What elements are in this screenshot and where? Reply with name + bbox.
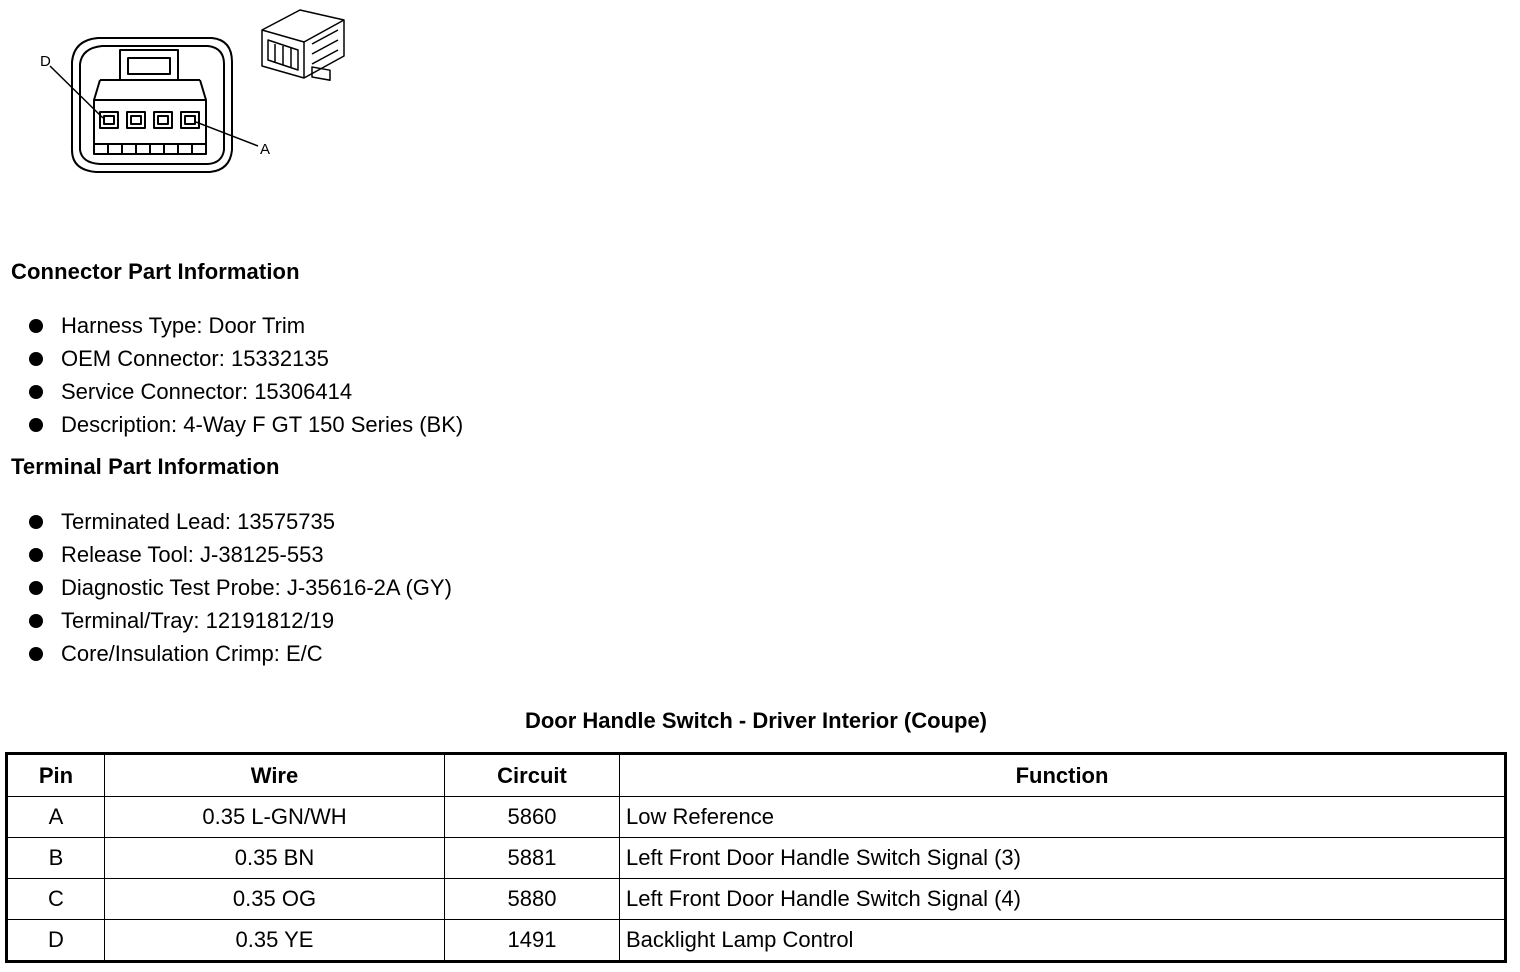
bullet-icon [29, 418, 43, 432]
list-item: OEM Connector: 15332135 [0, 342, 463, 375]
list-item: Release Tool: J-38125-553 [0, 538, 452, 571]
table-row [7, 920, 1506, 962]
cell-function: Left Front Door Handle Switch Signal (4) [620, 879, 1506, 920]
cell-circuit: 5881 [445, 838, 620, 879]
bullet-icon [29, 647, 43, 661]
cell-pin: C [7, 879, 105, 920]
list-item: Harness Type: Door Trim [0, 309, 463, 342]
cell-pin: B [7, 838, 105, 879]
header-wire: Wire [105, 754, 445, 797]
list-item: Terminated Lead: 13575735 [0, 505, 452, 538]
connector-part-info-list [0, 309, 463, 441]
list-item: Description: 4-Way F GT 150 Series (BK) [0, 408, 463, 441]
cell-function: Low Reference [620, 797, 1506, 838]
list-item: Terminal/Tray: 12191812/19 [0, 604, 452, 637]
cell-pin: D [7, 920, 105, 962]
cavity-d [100, 112, 118, 128]
cavity-a [181, 112, 199, 128]
cell-wire: 0.35 YE [105, 920, 445, 962]
cell-circuit: 5860 [445, 797, 620, 838]
table-row [7, 797, 1506, 838]
table-row [7, 838, 1506, 879]
cell-circuit: 5880 [445, 879, 620, 920]
cell-wire: 0.35 BN [105, 838, 445, 879]
header-pin: Pin [7, 754, 105, 797]
bullet-icon [29, 548, 43, 562]
header-function: Function [620, 754, 1506, 797]
bullet-icon [29, 515, 43, 529]
bullet-icon [29, 385, 43, 399]
cell-circuit: 1491 [445, 920, 620, 962]
table-header-row [7, 754, 1506, 797]
pin-table-title: Door Handle Switch - Driver Interior (Coupe) [524, 708, 988, 733]
list-item: Diagnostic Test Probe: J-35616-2A (GY) [0, 571, 452, 604]
cell-wire: 0.35 OG [105, 879, 445, 920]
bullet-icon [29, 614, 43, 628]
connector-face-inner [80, 46, 224, 164]
terminal-part-info-heading: Terminal Part Information [11, 454, 280, 479]
header-circuit: Circuit [445, 754, 620, 797]
terminal-cavity-block [94, 100, 206, 144]
leader-line-d [50, 66, 103, 118]
bullet-icon [29, 319, 43, 333]
list-item: Service Connector: 15306414 [0, 375, 463, 408]
cell-function: Left Front Door Handle Switch Signal (3) [620, 838, 1506, 879]
bullet-icon [29, 581, 43, 595]
pin-table [5, 752, 1507, 963]
connector-diagram [0, 0, 360, 190]
connector-3d-thumbnail [262, 10, 344, 80]
pin-label-a: A [260, 141, 271, 158]
cavity-b [154, 112, 172, 128]
cell-pin: A [7, 797, 105, 838]
cell-function: Backlight Lamp Control [620, 920, 1506, 962]
terminal-part-info-list [0, 505, 452, 670]
list-item: Core/Insulation Crimp: E/C [0, 637, 452, 670]
cavity-c [127, 112, 145, 128]
pin-label-d: D [40, 53, 51, 70]
cell-wire: 0.35 L-GN/WH [105, 797, 445, 838]
connector-part-info-heading: Connector Part Information [11, 259, 300, 284]
table-row [7, 879, 1506, 920]
bullet-icon [29, 352, 43, 366]
